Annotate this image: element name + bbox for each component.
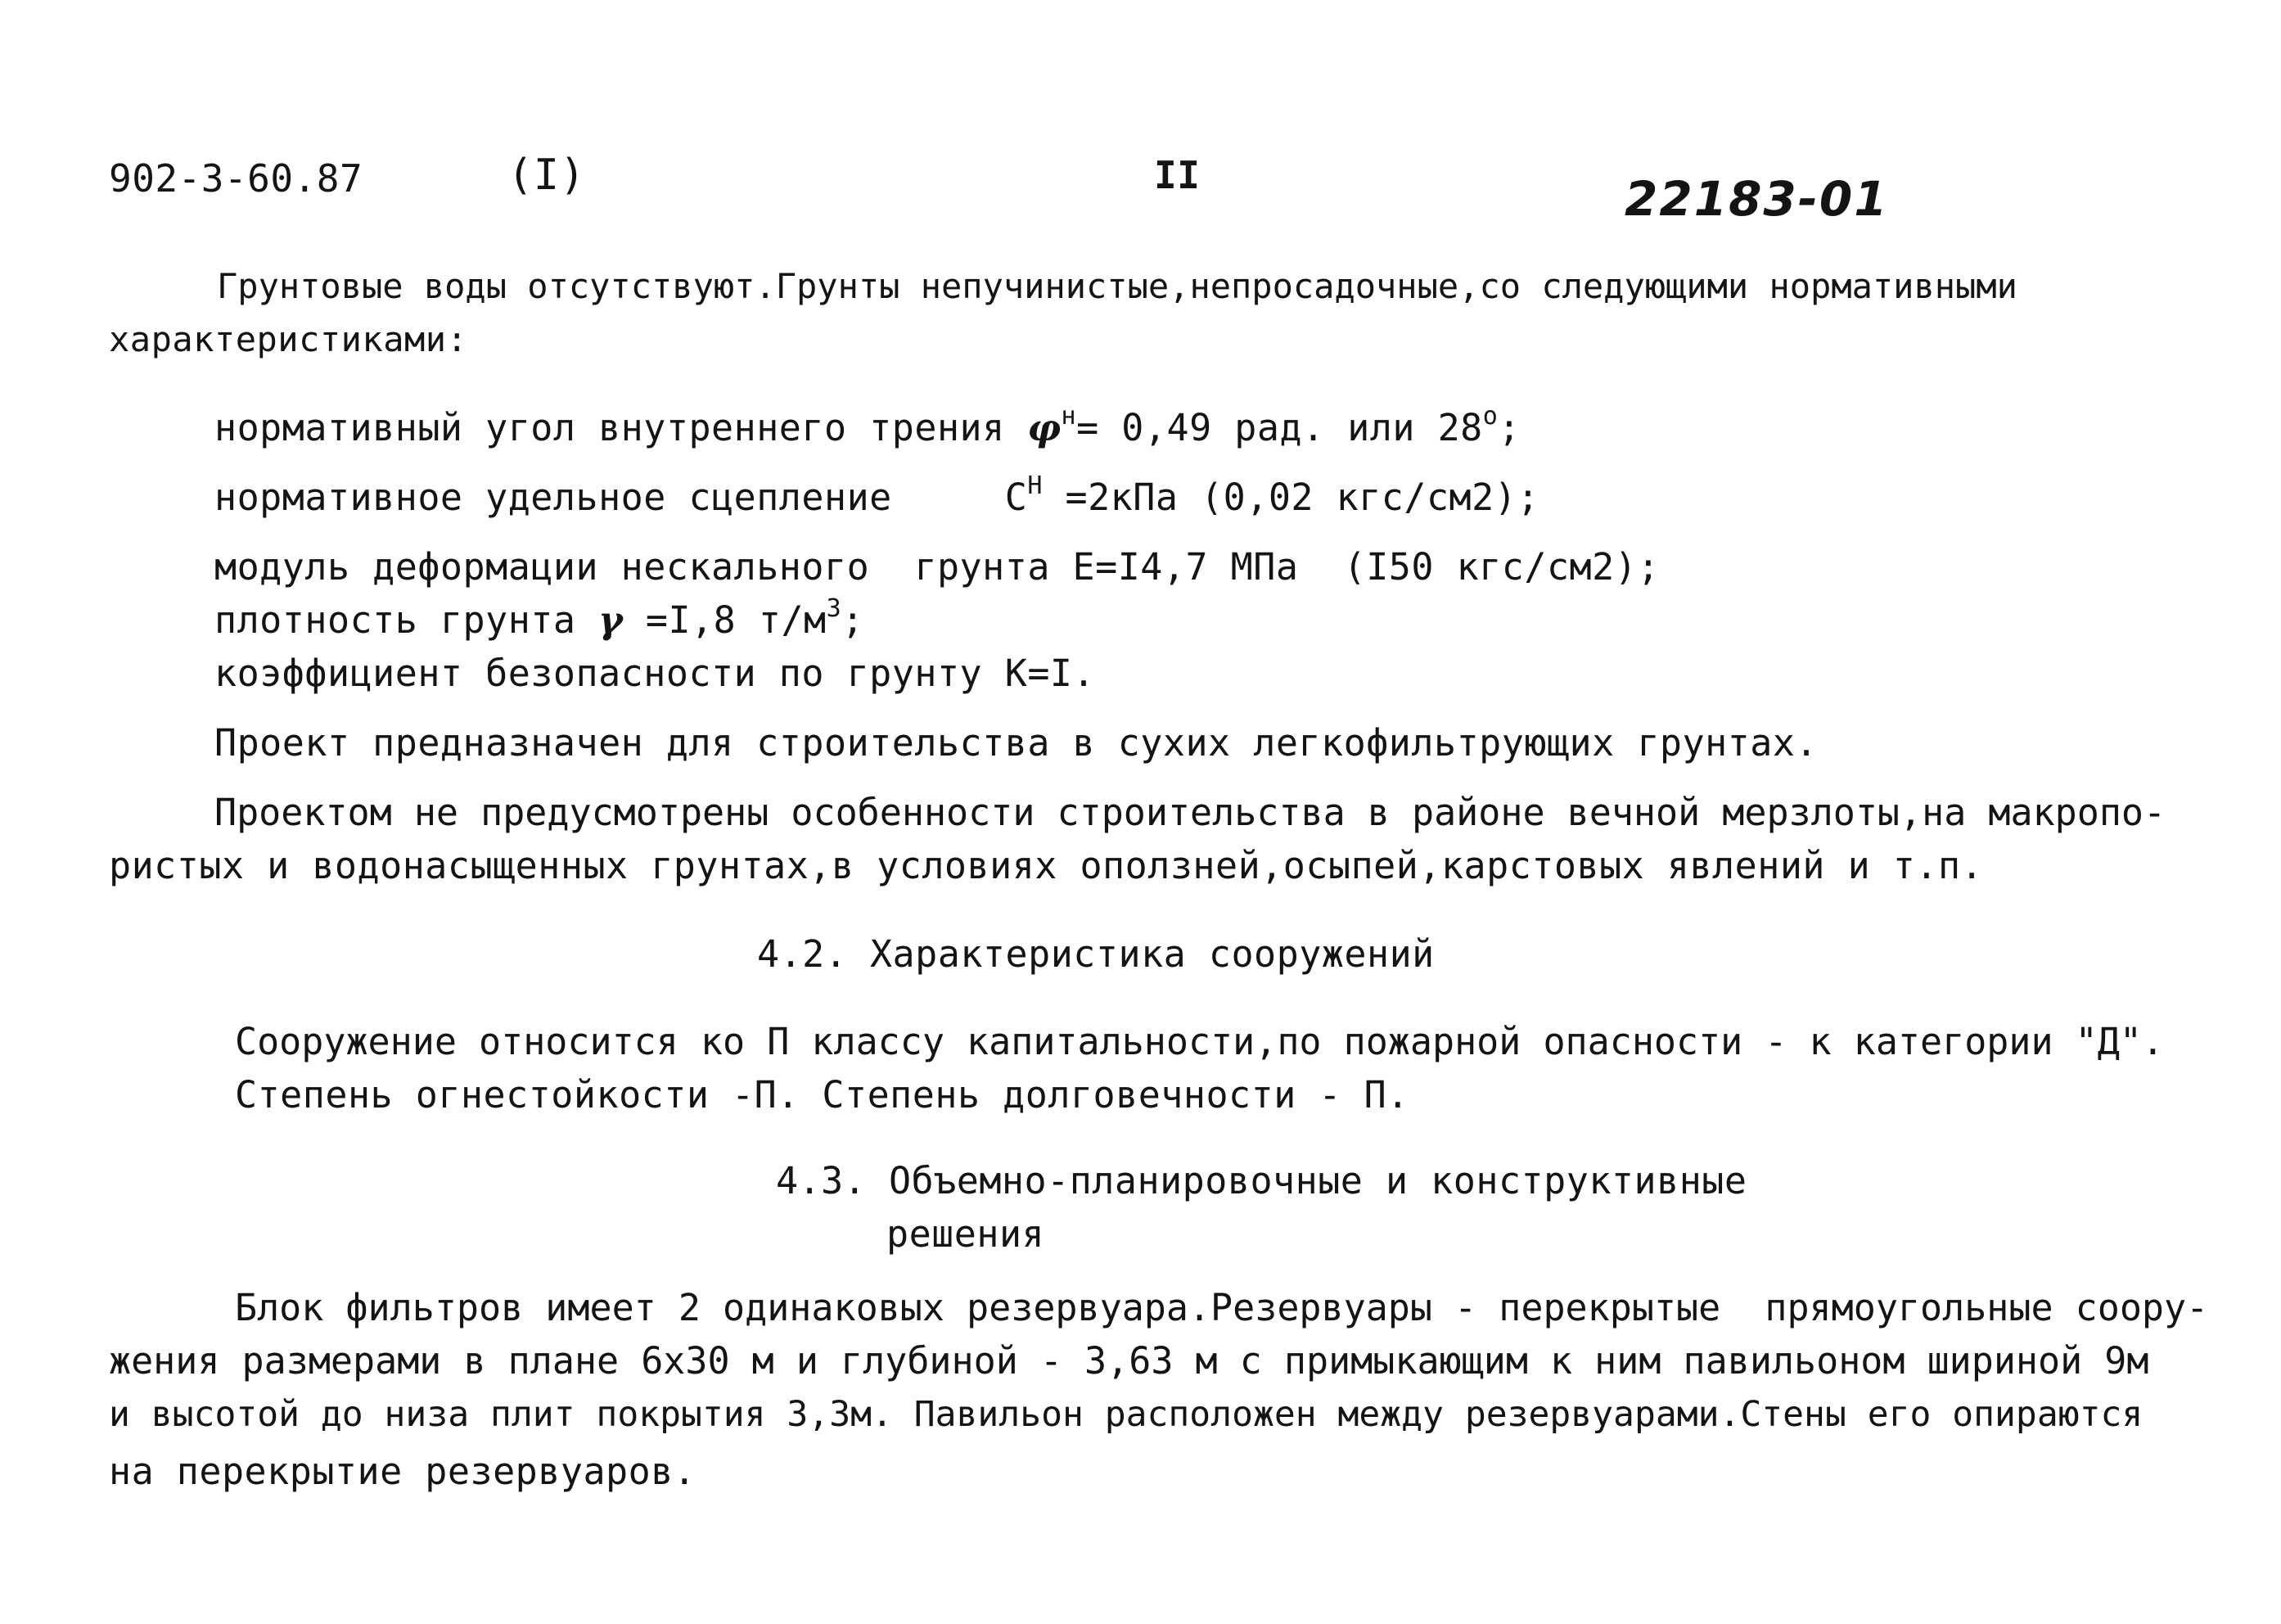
section-4-2-line-1: Сооружение относится ко П классу капитальности,по пожарной опасности - к категории "Д". — [235, 1020, 2165, 1063]
section-4-3-line-1: Блок фильтров имеет 2 одинаковых резервуара.Резервуары - перекрытые прямоугольные соору- — [235, 1286, 2209, 1329]
friction-superscript: н — [1061, 402, 1077, 431]
intro-line-1: Грунтовые воды отсутствуют.Грунты непучинистые,непросадочные,со следующими нормативными — [217, 266, 2017, 306]
section-4-3-line-2: жения размерами в плане 6х30 м и глубиной - 3,63 м с примыкающим к ним павильоном шириной 9м — [109, 1339, 2149, 1383]
not-provided-line-1: Проектом не предусмотрены особенности строительства в районе вечной мерзлоты,на макропо- — [214, 791, 2166, 834]
document-code: 902-3-60.87 — [109, 156, 363, 201]
friction-angle-line — [214, 402, 1521, 451]
density-end: ; — [841, 598, 864, 642]
friction-label: нормативный угол внутреннего трения — [214, 406, 1028, 449]
section-4-2-title: 4.2. Характеристика сооружений — [757, 932, 1435, 976]
safety-line: коэффициент безопасности по грунту К=I. — [214, 652, 1096, 695]
density-line — [214, 594, 864, 643]
cohesion-superscript: Н — [1027, 471, 1043, 500]
density-label: плотность грунта — [214, 598, 599, 642]
friction-symbol: φ — [1027, 406, 1062, 449]
section-4-3-line-4: на перекрытие резервуаров. — [109, 1450, 696, 1493]
friction-end: ; — [1498, 406, 1521, 449]
section-4-2-line-2: Степень огнестойкости -П. Степень долговечности - П. — [235, 1073, 1409, 1116]
friction-degree: o — [1482, 402, 1499, 431]
density-superscript: 3 — [826, 594, 842, 623]
modulus-line: модуль деформации нескального грунта Е=I4,7 МПа (I50 кгс/см2); — [214, 545, 1660, 589]
cohesion-label: нормативное удельное сцепление С — [214, 476, 1028, 519]
part-number: (I) — [507, 151, 586, 200]
not-provided-line-2: ристых и водонасыщенных грунтах,в условиях оползней,осыпей,карстовых явлений и т.п. — [109, 844, 1984, 887]
section-4-3-title-line-2: решения — [886, 1212, 1045, 1256]
page-number: II — [1154, 153, 1201, 197]
stamp-number: 22183-01 — [1625, 171, 1889, 227]
friction-value: = 0,49 рад. или 28 — [1076, 406, 1483, 449]
density-symbol: γ — [598, 598, 624, 642]
dry-soils-paragraph: Проект предназначен для строительства в сухих легкофильтрующих грунтах. — [214, 721, 1819, 765]
cohesion-value: =2кПа (0,02 кгс/см2); — [1042, 476, 1539, 519]
section-4-3-title-line-1: 4.3. Объемно-планировочные и конструктивные — [776, 1159, 1747, 1202]
section-4-3-line-3: и высотой до низа плит покрытия 3,3м. Павильон расположен между резервуарами.Стены его опираются — [109, 1394, 2144, 1435]
intro-line-2: характеристиками: — [109, 319, 468, 359]
cohesion-line — [214, 471, 1539, 521]
density-value: =I,8 т/м — [623, 598, 827, 642]
